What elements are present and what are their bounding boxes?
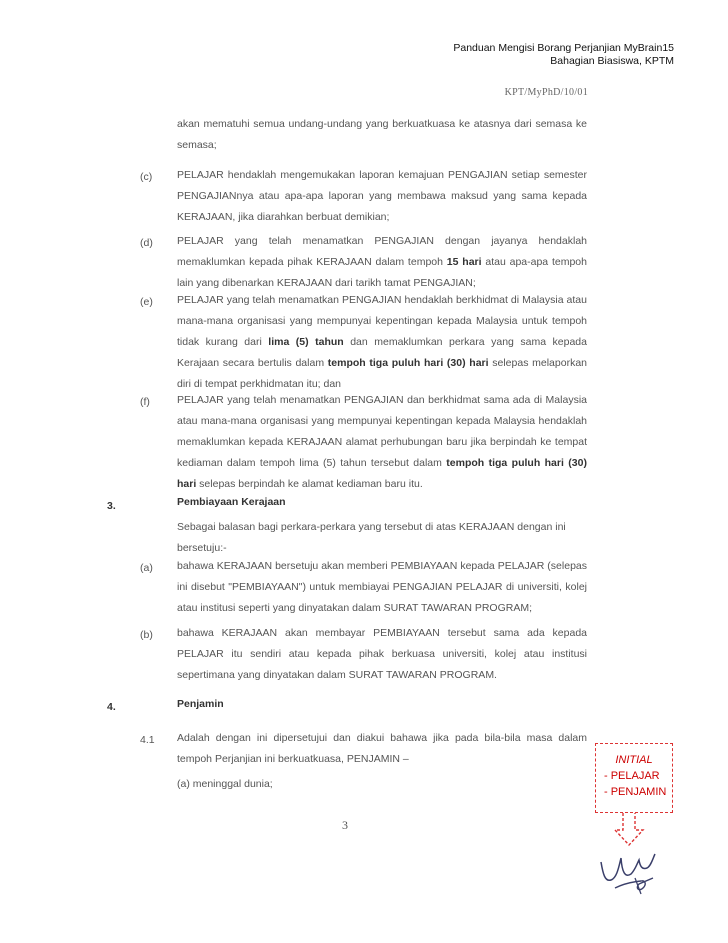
clause-f-marker: (f) bbox=[140, 396, 150, 408]
section-3-number: 3. bbox=[107, 500, 116, 512]
subsection-4-1-line: tempoh Perjanjian ini berkuatkuasa, PENJAMIN – bbox=[177, 753, 409, 765]
section-4-number: 4. bbox=[107, 701, 116, 713]
clause-f-line: memaklumkan kepada KERAJAAN alamat perhubungan baru jika berpindah ke tempat bbox=[177, 436, 587, 448]
clause-3a bbox=[177, 556, 587, 619]
clause-4a: (a) meninggal dunia; bbox=[177, 778, 273, 790]
clause-3a-line: ini disebut "PEMBIAYAAN") untuk membiayai PENGAJIAN PELAJAR di universiti, kolej bbox=[177, 581, 587, 593]
clause-d-line: PELAJAR yang telah menamatkan PENGAJIAN dengan jayanya hendaklah bbox=[177, 235, 587, 247]
down-arrow-icon bbox=[612, 812, 646, 848]
clause-3b-marker: (b) bbox=[140, 629, 153, 641]
intro-line-2: semasa; bbox=[177, 139, 217, 151]
clause-e-marker: (e) bbox=[140, 296, 153, 308]
header-subtitle: Bahagian Biasiswa, KPTM bbox=[550, 55, 674, 67]
page-number: 3 bbox=[342, 818, 348, 832]
clause-d-marker: (d) bbox=[140, 237, 153, 249]
clause-e-line: PELAJAR yang telah menamatkan PENGAJIAN hendaklah berkhidmat di Malaysia atau bbox=[177, 294, 587, 306]
clause-f bbox=[177, 390, 587, 495]
clause-3b-line: PELAJAR itu sendiri atau kepada pihak berkuasa universiti, kolej atau institusi bbox=[177, 648, 587, 660]
initial-annotation-item: - PELAJAR bbox=[604, 770, 660, 782]
clause-e bbox=[177, 290, 587, 395]
clause-d-line: memaklumkan kepada pihak KERAJAAN dalam tempoh 15 hari atau apa-apa tempoh bbox=[177, 256, 587, 268]
clause-3b bbox=[177, 623, 587, 686]
clause-f-line: hari selepas berpindah ke alamat kediaman baru itu. bbox=[177, 478, 423, 490]
clause-3a-line: atau institusi seperti yang dinyatakan dalam SURAT TAWARAN PROGRAM; bbox=[177, 602, 532, 614]
document-reference: KPT/MyPhD/10/01 bbox=[504, 87, 588, 98]
subsection-4-1 bbox=[177, 728, 587, 770]
clause-3b-line: bahawa KERAJAAN akan membayar PEMBIAYAAN tersebut sama ada kepada bbox=[177, 627, 587, 639]
clause-c-line: KERAJAAN, jika diarahkan berbuat demikian; bbox=[177, 211, 390, 223]
clause-c bbox=[177, 165, 587, 228]
clause-d-line: lain yang dibenarkan KERAJAAN dari tarikh tamat PENGAJIAN; bbox=[177, 277, 476, 289]
intro-line-1: akan mematuhi semua undang-undang yang berkuatkuasa ke atasnya dari semasa ke bbox=[177, 118, 587, 130]
section-3-title: Pembiayaan Kerajaan bbox=[177, 496, 286, 508]
header-title: Panduan Mengisi Borang Perjanjian MyBrain15 bbox=[453, 42, 674, 54]
page-header bbox=[453, 42, 674, 68]
clause-3b-line: sepertimana yang dinyatakan dalam SURAT TAWARAN PROGRAM. bbox=[177, 669, 497, 681]
bold-term: hari bbox=[177, 478, 197, 490]
clause-e-line: mana-mana organisasi yang mempunyai kepentingan kepada Malaysia untuk tempoh bbox=[177, 315, 587, 327]
subsection-4-1-line: Adalah dengan ini dipersetujui dan diakui bahawa jika pada bila-bila masa dalam bbox=[177, 732, 587, 744]
section-4-title: Penjamin bbox=[177, 698, 224, 710]
clause-d bbox=[177, 231, 587, 294]
clause-c-marker: (c) bbox=[140, 171, 153, 183]
clause-e-line: tidak kurang dari lima (5) tahun dan memaklumkan perkara yang sama kepada bbox=[177, 336, 587, 348]
clause-e-line: Kerajaan secara bertulis dalam tempoh tiga puluh hari (30) hari selepas melaporkan bbox=[177, 357, 587, 369]
handwritten-initials bbox=[595, 848, 665, 898]
initial-annotation-title: INITIAL bbox=[615, 754, 653, 766]
section-3-intro: Sebagai balasan bagi perkara-perkara yang tersebut di atas KERAJAAN dengan ini bersetuju:- bbox=[177, 521, 566, 554]
clause-f-line: atau mana-mana organisasi yang mempunyai kepentingan kepada Malaysia hendaklah bbox=[177, 415, 587, 427]
clause-3a-marker: (a) bbox=[140, 562, 153, 574]
initial-annotation-item: - PENJAMIN bbox=[604, 786, 667, 798]
bold-term: tempoh tiga puluh hari (30) bbox=[446, 457, 587, 469]
bold-term: tempoh tiga puluh hari (30) hari bbox=[327, 357, 489, 369]
subsection-4-1-number: 4.1 bbox=[140, 734, 155, 746]
clause-f-line: kediaman dalam tempoh lima (5) tahun tersebut dalam tempoh tiga puluh hari (30) bbox=[177, 457, 587, 469]
clause-c-line: PELAJAR hendaklah mengemukakan laporan kemajuan PENGAJIAN setiap semester bbox=[177, 169, 587, 181]
clause-3a-line: bahawa KERAJAAN bersetuju akan memberi PEMBIAYAAN kepada PELAJAR (selepas bbox=[177, 560, 587, 572]
clause-f-line: PELAJAR yang telah menamatkan PENGAJIAN dan berkhidmat sama ada di Malaysia bbox=[177, 394, 587, 406]
clause-e-line: diri di tempat perkhidmatan itu; dan bbox=[177, 378, 342, 390]
clause-c-line: PENGAJIANnya atau apa-apa laporan yang membawa maksud yang sama kepada bbox=[177, 190, 587, 202]
bold-term: 15 hari bbox=[446, 256, 482, 268]
initial-annotation-box bbox=[595, 743, 673, 813]
bold-term: lima (5) tahun bbox=[268, 336, 344, 348]
